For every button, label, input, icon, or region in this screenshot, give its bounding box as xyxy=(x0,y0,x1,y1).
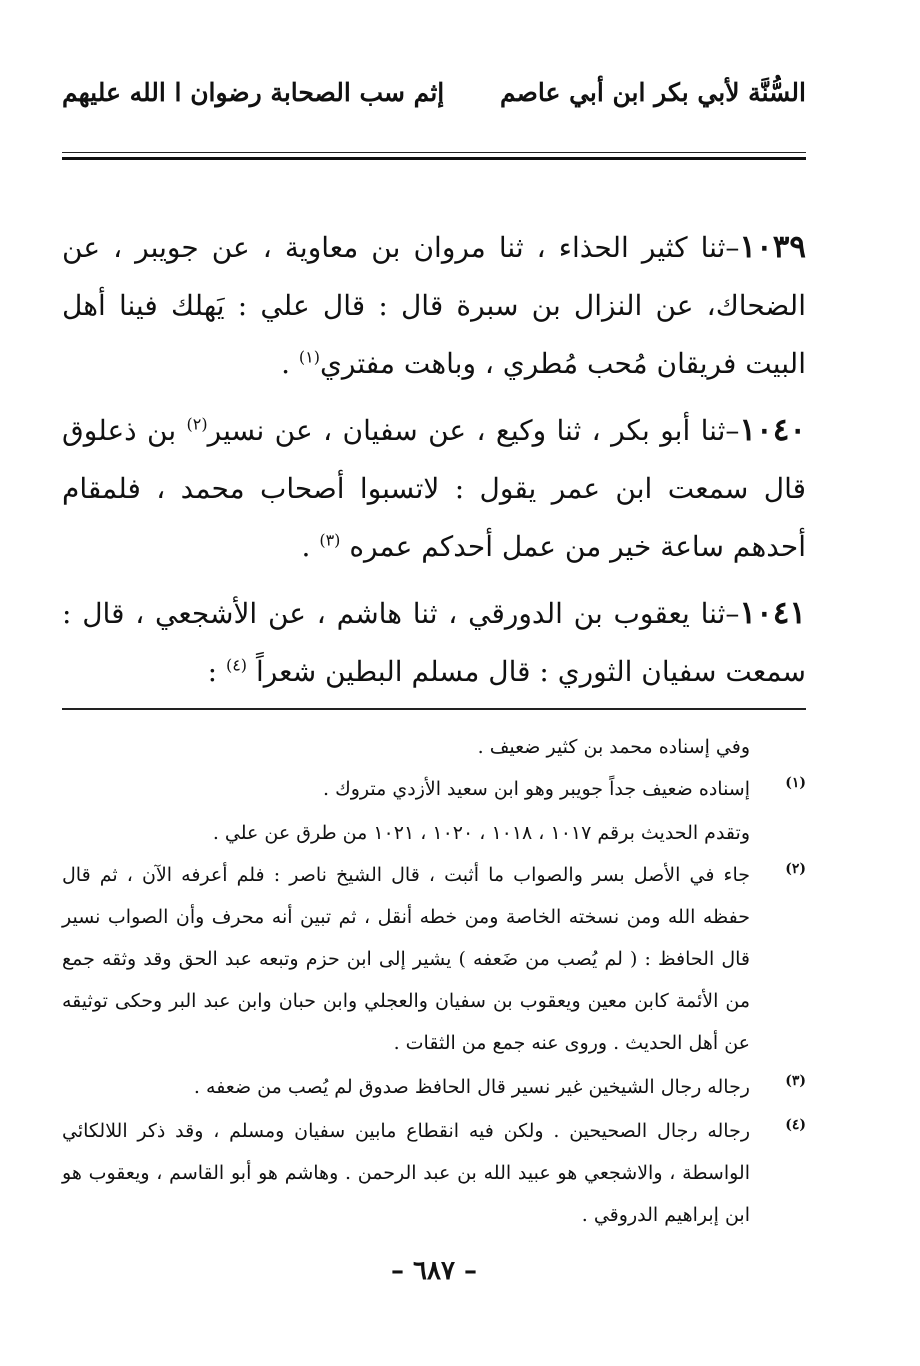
footnote-divider xyxy=(62,708,806,710)
footnote-2 xyxy=(62,854,806,1064)
hadith-number: ١٠٣٩ xyxy=(739,229,806,265)
hadith-1039 xyxy=(62,218,806,393)
footnote-mark: (٢) xyxy=(785,861,806,877)
footnote-4 xyxy=(62,1110,806,1236)
chapter-title: إثم سب الصحابة رضوان ا الله عليهم xyxy=(62,78,445,107)
footnote-mark: (١) xyxy=(785,775,806,791)
hadith-text: –ثنا كثير الحذاء ، ثنا مروان بن معاوية ، عن جويبر ، عن الضحاك، عن النزال بن سبرة قال : قال علي : يَهلك فينا أهل البيت فريقان مُحب مُطري ، وباهت مفتري xyxy=(62,231,806,380)
hadith-number: ١٠٤١ xyxy=(739,595,806,631)
hadith-text: بن ذعلوق قال سمعت ابن عمر يقول : لاتسبوا أصحاب محمد ، فلمقام أحدهم ساعة خير من عمل أحدكم عمره xyxy=(62,414,806,563)
footnote-ref: (٢) xyxy=(186,414,208,434)
footnote-1-continuation: وتقدم الحديث برقم ١٠١٧ ، ١٠١٨ ، ١٠٢٠ ، ١٠٢١ من طرق عن علي . xyxy=(212,822,750,844)
footnotes xyxy=(62,726,806,1238)
footnote-1 xyxy=(62,768,806,810)
footnote-ref: (١) xyxy=(298,347,320,367)
hadith-end: . xyxy=(301,530,320,563)
running-header xyxy=(62,78,806,122)
hadith-1041 xyxy=(62,584,806,701)
main-text xyxy=(62,218,806,709)
footnote-text: رجاله رجال الصحيحين . ولكن فيه انقطاع مابين سفيان ومسلم ، وقد ذكر اللالكائي الواسطة ، والاشجعي هو عبيد الله بن عبد الرحمن . وهاشم هو أبو القاسم ، ويعقوب هو ابن إبراهيم الدروقي . xyxy=(62,1120,750,1226)
hadith-1040 xyxy=(62,401,806,576)
footnote-ref: (٤) xyxy=(225,655,248,675)
footnote-mark: (٤) xyxy=(785,1117,806,1133)
header-rule-thick xyxy=(62,157,806,160)
footnote-text: إسناده ضعيف جداً جويبر وهو ابن سعيد الأزدي متروك . xyxy=(323,778,750,800)
hadith-number: ١٠٤٠ xyxy=(739,412,807,448)
hadith-text: –ثنا أبو بكر ، ثنا وكيع ، عن سفيان ، عن نسير xyxy=(207,414,740,447)
hadith-end: . xyxy=(281,347,299,380)
hadith-text: –ثنا يعقوب بن الدورقي ، ثنا هاشم ، عن الأشجعي ، قال : سمعت سفيان الثوري : قال مسلم البطين شعراً xyxy=(62,597,806,688)
page-number: – ٦٨٧ – xyxy=(390,1256,478,1286)
footnote-mark: (٣) xyxy=(785,1073,806,1089)
header-rule-thin xyxy=(62,152,806,153)
footnote-text: رجاله رجال الشيخين غير نسير قال الحافظ صدوق لم يُصب من ضعفه . xyxy=(193,1076,750,1098)
footnote-preface: وفي إسناده محمد بن كثير ضعيف . xyxy=(477,736,750,758)
footnote-3 xyxy=(62,1066,806,1108)
book-page xyxy=(62,0,806,1366)
hadith-end: : xyxy=(207,655,226,688)
footnote-text: جاء في الأصل بسر والصواب ما أثبت ، قال الشيخ ناصر : فلم أعرفه الآن ، ثم قال حفظه الله ومن نسخته الخاصة ومن خطه أنقل ، ثم تبين أنه محرف وأن الصواب نسير قال الحافظ : ( لم يُصب من ضَعفه ) يشير إلى ابن حزم وتبعه عبد الحق وقد وثقه جمع من الأئمة كابن معين ويعقوب بن سفيان والعجلي وابن حبان وابن عبد البر وحكى توثيقه عن أهل الحديث . وروى عنه جمع من الثقات . xyxy=(62,864,750,1054)
footnote-ref: (٣) xyxy=(319,530,341,550)
book-title: السُّنَّة لأبي بكر ابن أبي عاصم xyxy=(499,78,806,107)
